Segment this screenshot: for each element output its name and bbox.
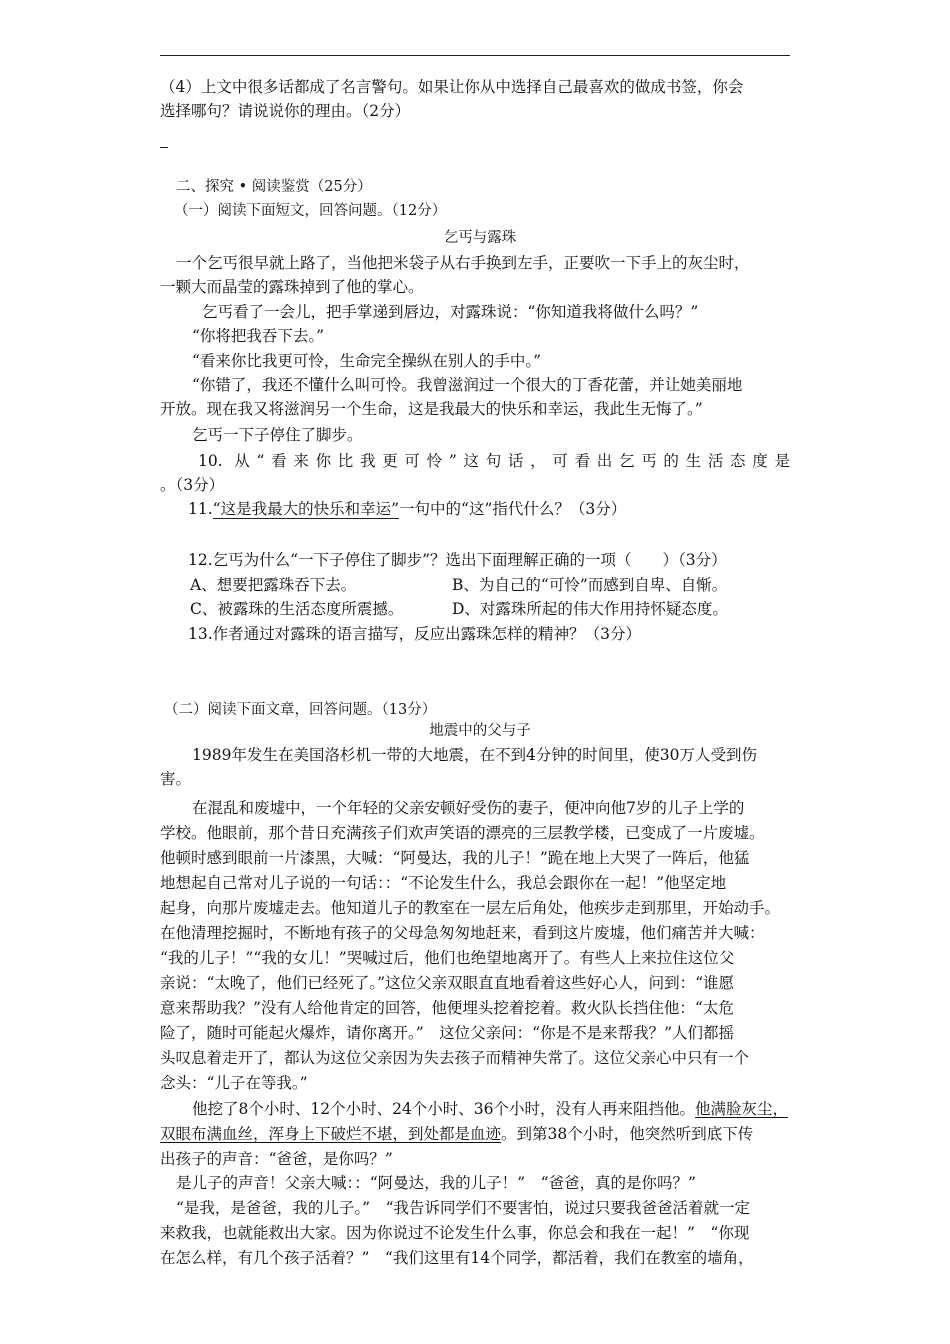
- story-line: 害。: [160, 770, 192, 788]
- q11-number: 11.: [188, 500, 213, 518]
- option-b: B、为自己的“可怜”而感到自卑、自惭。: [452, 576, 728, 594]
- header-rule: [160, 55, 790, 56]
- story-line: 在混乱和废墟中，一个年轻的父亲安顿好受伤的妻子，便冲向他7岁的儿子上学的: [192, 799, 745, 817]
- p6: 乞丐一下子停住了脚步。: [192, 426, 363, 444]
- part2-title: 地震中的父与子: [429, 723, 531, 739]
- story-line: 头叹息着走开了，都认为这位父亲因为失去孩子而精神失常了。这位父亲心中只有一个: [160, 1049, 750, 1067]
- story-text: 。到第38个小时，他突然听到底下传: [501, 1125, 754, 1143]
- part1-title: 乞丐与露珠: [443, 230, 517, 246]
- story-line-21: 在怎么样，有几个孩子活着？” “我们这里有14个同学，都活着，我们在教室的墙角，: [160, 1249, 754, 1267]
- p1-line-1: 一个乞丐很早就上路了，当他把米袋子从右手换到左手，正要吹一下手上的灰尘时，: [176, 254, 750, 272]
- story-line: 险了，随时可能起火爆炸，请你离开。” 这位父亲问：“你是不是来帮我？”人们都摇: [160, 1024, 735, 1042]
- underlined-sentence: 双眼布满血丝，浑身上下破烂不堪，到处都是血迹: [160, 1125, 502, 1143]
- p3: “你将把我吞下去。”: [192, 327, 325, 345]
- story-line-18: 是儿子的声音！父亲大喊：：“阿曼达，我的儿子！” “爸爸，真的是你吗？”: [176, 1174, 696, 1192]
- story-line: 意来帮助我？”没有人给他肯定的回答，他便埋头挖着挖着。救火队长挡住他：“太危: [160, 999, 734, 1017]
- story-line-20: 来救我，也就能救出大家。因为你说过不论发生什么事，你总会和我在一起！” “你现: [160, 1224, 750, 1242]
- option-d: D、对露珠所起的伟大作用持怀疑态度。: [452, 600, 728, 618]
- q4-line-1: （4）上文中很多话都成了名言警句。如果让你从中选择自己最喜欢的做成书签，你会: [160, 78, 744, 96]
- q11: [188, 498, 828, 520]
- p5-line-1: “你错了，我还不懂什么叫可怜。我曾滋润过一个很大的丁香花蕾，并让她美丽地: [192, 376, 743, 394]
- q12: 12.乞丐为什么“一下子停住了脚步”？选出下面理解正确的一项（ ）（3分）: [188, 551, 727, 569]
- story-line-19: “是我，是爸爸，我的儿子。” “我告诉同学们不要害怕，说过只要我爸爸活着就一定: [176, 1199, 751, 1217]
- option-a: A、想要把露珠吞下去。: [190, 576, 357, 594]
- story-line: 念头：“儿子在等我。”: [160, 1074, 308, 1092]
- answer-blank: [160, 132, 800, 154]
- q11-quote: “这是我最大的快乐和幸运”: [212, 500, 400, 518]
- underlined-sentence: 他满脸灰尘，: [695, 1100, 789, 1118]
- q10-line-1: 10. 从“看来你比我更可怜”这句话，可看出乞丐的生活态度是: [198, 452, 790, 470]
- q11-rest: 一句中的“这”指代什么？（3分）: [399, 500, 627, 518]
- story-line: 学校。他眼前，那个昔日充满孩子们欢声笑语的漂亮的三层教学楼，已变成了一片废墟。: [160, 824, 765, 842]
- p2: 乞丐看了一会儿，把手掌递到唇边，对露珠说：“你知道我将做什么吗？”: [202, 303, 699, 321]
- q4-line-2: 选择哪句？请说说你的理由。（2分）: [160, 102, 411, 120]
- story-line: 在他清理挖掘时，不断地有孩子的父母急匆匆地赶来，看到这片废墟，他们痛苦并大喊：: [160, 924, 765, 942]
- story-line-17: 出孩子的声音：“爸爸，是你吗？”: [160, 1150, 393, 1168]
- story-line-15: [192, 1098, 832, 1120]
- part1-instruction: （一）阅读下面短文，回答问题。（12分）: [174, 203, 447, 219]
- q10-line-2: 。（3分）: [160, 476, 225, 494]
- story-text: 他挖了8个小时、12个小时、24个小时、36个小时，没有人再来阻挡他。: [192, 1100, 696, 1118]
- story-line-16: [160, 1123, 800, 1145]
- option-c: C、被露珠的生活态度所震撼。: [190, 600, 404, 618]
- story-line: 起身，向那片废墟走去。他知道儿子的教室在一层左后角处，他疾步走到那里，开始动手。: [160, 899, 781, 917]
- q13: 13.作者通过对露珠的语言描写，反应出露珠怎样的精神？（3分）: [188, 625, 642, 643]
- story-line: “我的儿子！”“我的女儿！”哭喊过后，他们也绝望地离开了。有些人上来拉住这位父: [160, 949, 735, 967]
- story-line: 1989年发生在美国洛杉机一带的大地震，在不到4分钟的时间里，使30万人受到伤: [192, 746, 758, 764]
- p5-line-2: 开放。现在我又将滋润另一个生命，这是我最大的快乐和幸运，我此生无悔了。”: [160, 400, 703, 418]
- story-line: 亲说：“太晚了，他们已经死了。”这位父亲双眼直直地看着这些好心人，问到：“谁愿: [160, 974, 735, 992]
- p1-line-2: 一颗大而晶莹的露珠掉到了他的掌心。: [160, 278, 424, 296]
- part2-instruction: （二）阅读下面文章，回答问题。（13分）: [164, 702, 437, 718]
- story-line: 地想起自己常对儿子说的一句话：：“不论发生什么，我总会跟你在一起！”他坚定地: [160, 874, 727, 892]
- p4: “看来你比我更可怜，生命完全操纵在别人的手中。”: [192, 352, 542, 370]
- story-line: 他顿时感到眼前一片漆黑，大喊：“阿曼达，我的儿子！”跪在地上大哭了一阵后，他猛: [160, 849, 750, 867]
- section-heading: 二、探究 • 阅读鉴赏（25分）: [176, 179, 372, 195]
